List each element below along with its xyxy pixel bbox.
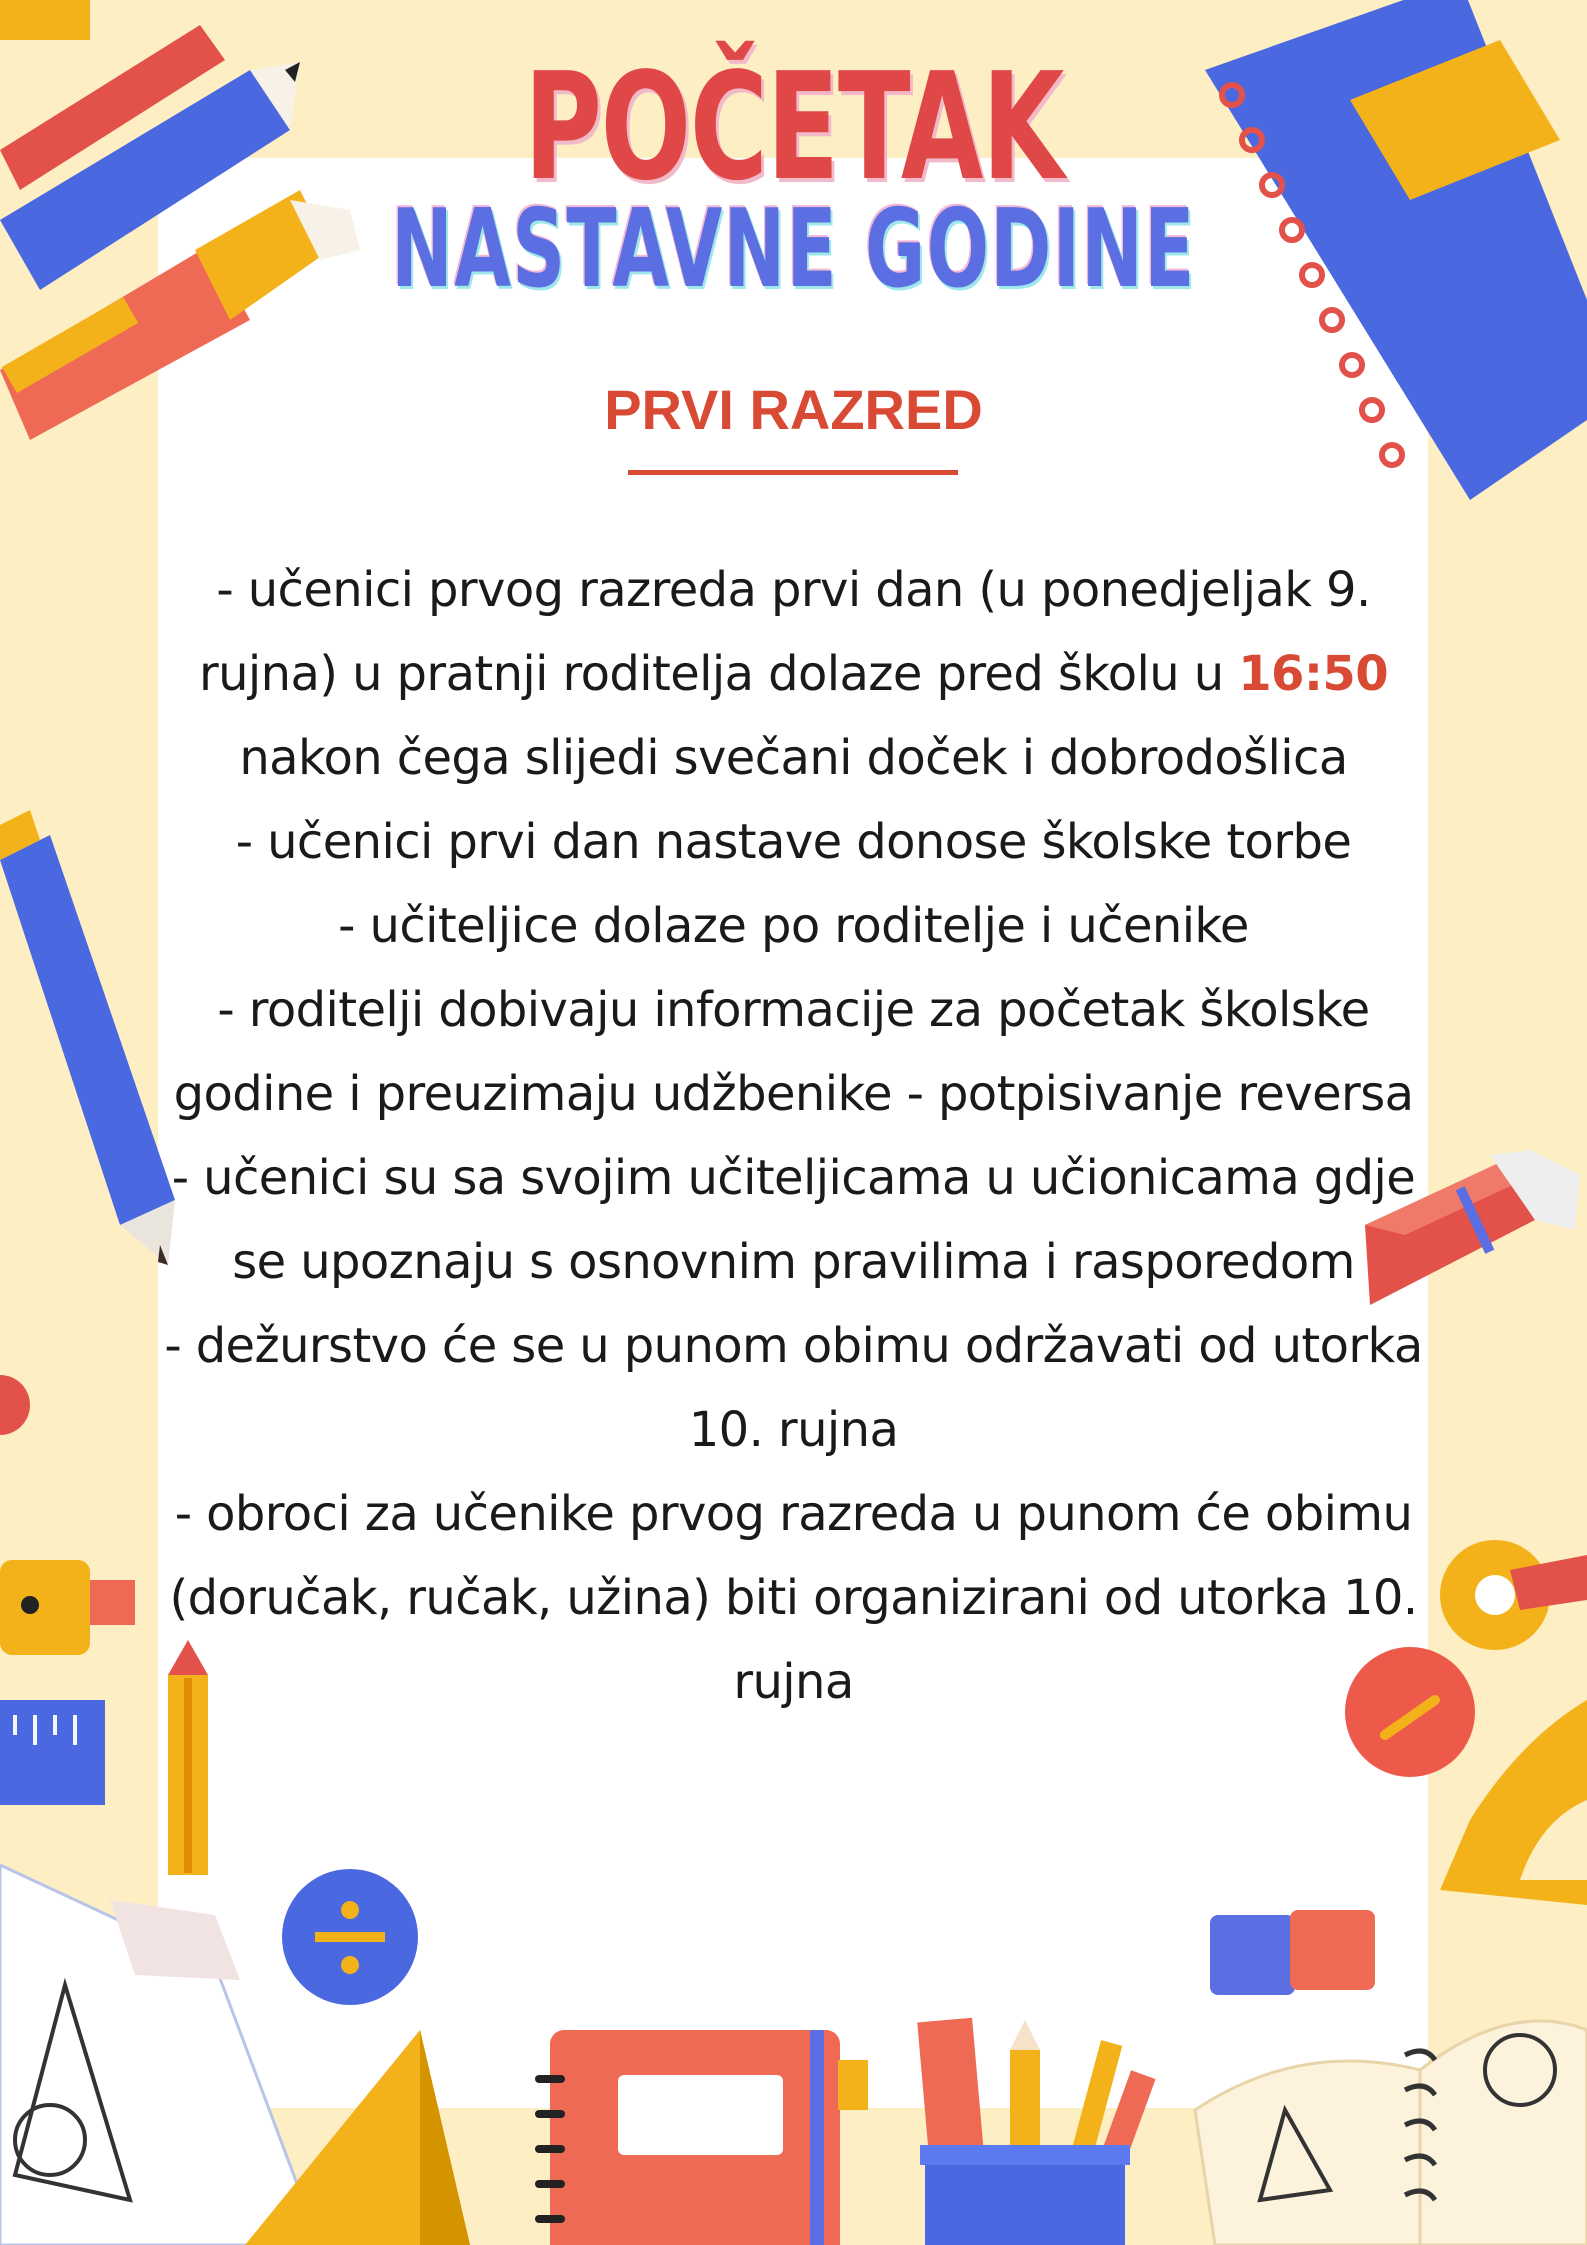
list-item: - dežurstvo će se u punom obimu održavati od utorka 10. rujna [164,1318,1423,1458]
list-item: - učenici prvog razreda prvi dan (u ponedjeljak 9. rujna) u pratnji roditelja dolaze pred školu u 16:50 nakon čega slijedi svečani doček i dobrodošlica [198,562,1389,786]
list-item: - učiteljice dolaze po roditelje i učenike [338,898,1249,954]
section-heading: PRVI RAZRED [604,378,983,441]
title-line-1: POČETAK [523,41,1064,213]
list-item: - učenici prvi dan nastave donose školske torbe [235,814,1352,870]
info-list [140,548,1447,1724]
title-line-2: NASTAVNE GODINE [391,187,1196,312]
list-item: - učenici su sa svojim učiteljicama u učionicama gdje se upoznaju s osnovnim pravilima i rasporedom [171,1150,1416,1290]
highlight-time: 16:50 [1238,646,1389,702]
list-item: - roditelji dobivaju informacije za početak školske godine i preuzimaju udžbenike - potpisivanje reversa [173,982,1414,1122]
list-item: - obroci za učenike prvog razreda u punom će obimu (doručak, ručak, užina) biti organizirani od utorka 10. rujna [169,1486,1418,1710]
heading-underline [628,470,958,475]
